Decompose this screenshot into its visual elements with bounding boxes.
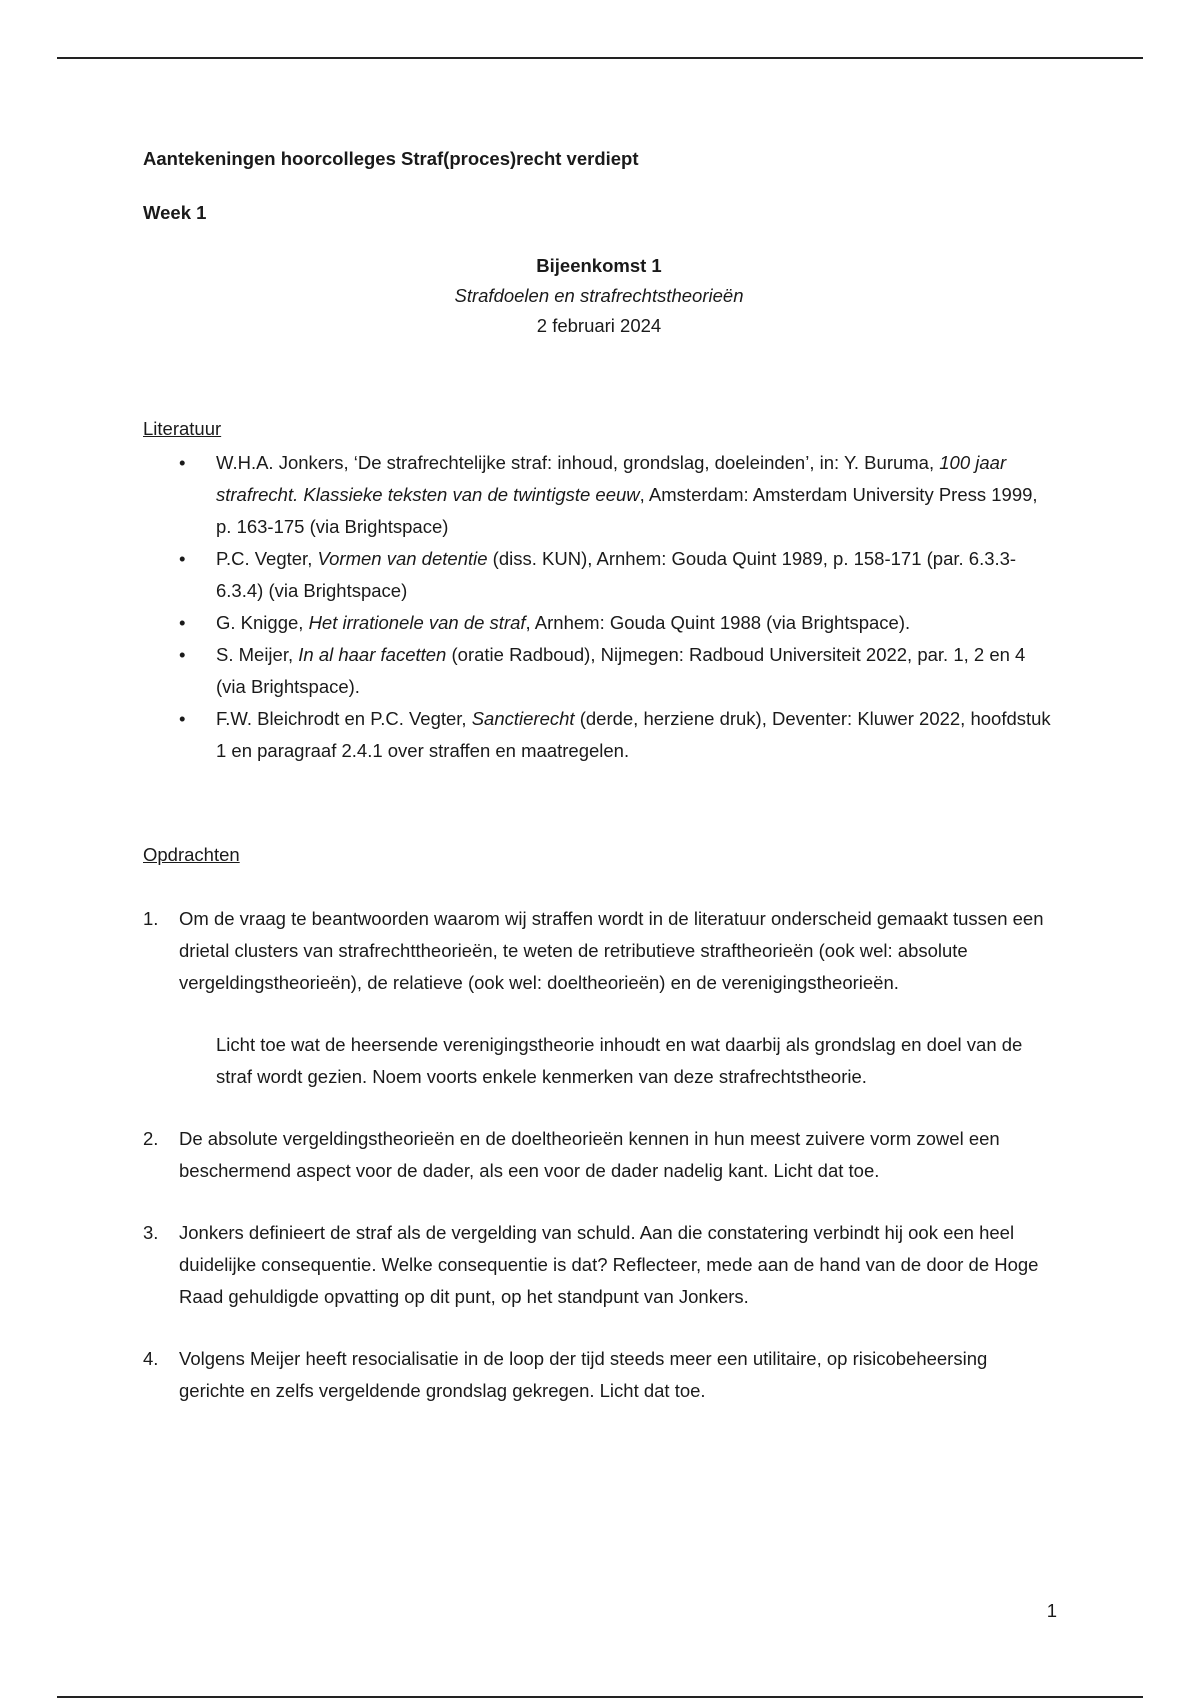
literature-item bbox=[143, 639, 1055, 703]
assignment-number: 4. bbox=[143, 1348, 159, 1369]
literature-item bbox=[143, 447, 1055, 543]
bullet-icon: • bbox=[179, 548, 186, 569]
meeting-header bbox=[143, 251, 1055, 341]
assignment-text: Jonkers definieert de straf als de vergelding van schuld. Aan die constatering verbindt hij ook een heel duidelijke consequentie. Welke consequentie is dat? Reflecteer, mede aan de hand van de door de Hoge Raad gehuldigde opvatting op dit punt, op het standpunt van Jonkers. bbox=[179, 1222, 1039, 1307]
footer-rule bbox=[57, 1696, 1143, 1698]
literature-item bbox=[143, 607, 1055, 639]
assignment-subtext: Licht toe wat de heersende verenigingstheorie inhoudt en wat daarbij als grondslag en doel van de straf wordt gezien. Noem voorts enkele kenmerken van deze strafrechtstheorie. bbox=[216, 1034, 1023, 1087]
literature-text: (derde, herziene druk), Deventer: Kluwer 2022, hoofdstuk 1 en paragraaf 2.4.1 over straffen en maatregelen. bbox=[216, 708, 1051, 761]
literature-heading: Literatuur bbox=[143, 418, 222, 439]
literature-title: Sanctierecht bbox=[471, 708, 575, 729]
literature-title: Vormen van detentie bbox=[317, 548, 488, 569]
literature-list bbox=[143, 447, 1055, 767]
header-rule bbox=[57, 57, 1143, 59]
literature-text: F.W. Bleichrodt en P.C. Vegter, bbox=[216, 708, 472, 729]
bullet-icon: • bbox=[179, 612, 186, 633]
meeting-date: 2 februari 2024 bbox=[536, 315, 662, 336]
week-label: Week 1 bbox=[143, 202, 207, 223]
bullet-icon: • bbox=[179, 708, 186, 729]
assignments-list bbox=[143, 903, 1055, 1407]
assignment-item bbox=[143, 1343, 1055, 1407]
literature-text: (diss. KUN), Arnhem: Gouda Quint 1989, p. 158-171 (par. 6.3.3-6.3.4) (via Brightspace) bbox=[216, 548, 1017, 601]
literature-title: 100 jaar strafrecht. Klassieke teksten van de twintigste eeuw bbox=[216, 452, 1007, 505]
assignment-number: 2. bbox=[143, 1128, 159, 1149]
document-page bbox=[143, 143, 1055, 1437]
literature-text: (oratie Radboud), Nijmegen: Radboud Universiteit 2022, par. 1, 2 en 4 (via Brightspace). bbox=[216, 644, 1026, 697]
meeting-title: Bijeenkomst 1 bbox=[536, 255, 662, 276]
assignment-item bbox=[143, 903, 1055, 1093]
assignment-number: 3. bbox=[143, 1222, 159, 1243]
bullet-icon: • bbox=[179, 452, 186, 473]
assignments-heading: Opdrachten bbox=[143, 844, 240, 865]
literature-item bbox=[143, 543, 1055, 607]
meeting-subtitle: Strafdoelen en strafrechtstheorieën bbox=[454, 285, 744, 306]
page-number: 1 bbox=[1046, 1600, 1057, 1621]
bullet-icon: • bbox=[179, 644, 186, 665]
document-title: Aantekeningen hoorcolleges Straf(proces)recht verdiept bbox=[143, 148, 639, 169]
literature-text: , Arnhem: Gouda Quint 1988 (via Brightspace). bbox=[525, 612, 911, 633]
literature-text: S. Meijer, bbox=[216, 644, 299, 665]
literature-text: G. Knigge, bbox=[216, 612, 309, 633]
literature-title: In al haar facetten bbox=[298, 644, 447, 665]
assignment-text: Volgens Meijer heeft resocialisatie in de loop der tijd steeds meer een utilitaire, op risicobeheersing gerichte en zelfs vergeldende grondslag gekregen. Licht dat toe. bbox=[179, 1348, 988, 1401]
literature-text: W.H.A. Jonkers, ‘De strafrechtelijke straf: inhoud, grondslag, doeleinden’, in: Y. Buruma, bbox=[216, 452, 940, 473]
literature-text: P.C. Vegter, bbox=[216, 548, 318, 569]
assignment-text: Om de vraag te beantwoorden waarom wij straffen wordt in de literatuur onderscheid gemaakt tussen een drietal clusters van strafrechttheorieën, te weten de retributieve straftheorieën (ook wel: absolute vergeldingstheorieën), de relatieve (ook wel: doeltheorieën) en de verenigingstheorieën. bbox=[179, 908, 1044, 993]
literature-text: , Amsterdam: Amsterdam University Press 1999, p. 163-175 (via Brightspace) bbox=[216, 484, 1038, 537]
assignment-text: De absolute vergeldingstheorieën en de doeltheorieën kennen in hun meest zuivere vorm zowel een beschermend aspect voor de dader, als een voor de dader nadelig kant. Licht dat toe. bbox=[179, 1128, 1000, 1181]
assignment-item bbox=[143, 1217, 1055, 1313]
literature-title: Het irrationele van de straf bbox=[308, 612, 526, 633]
assignment-item bbox=[143, 1123, 1055, 1187]
assignment-number: 1. bbox=[143, 908, 159, 929]
literature-item bbox=[143, 703, 1055, 767]
